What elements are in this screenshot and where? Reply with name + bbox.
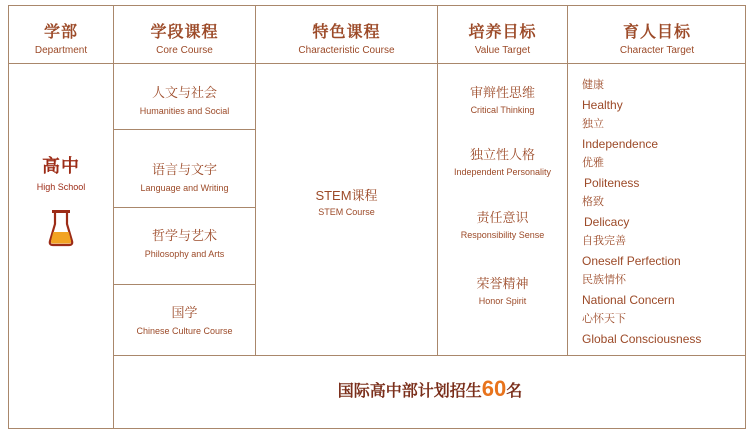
- enrollment-text: 国际高中部计划招生: [337, 383, 482, 400]
- character-target-zh: 心怀天下: [582, 313, 626, 325]
- target-name: 责任意识: [476, 210, 529, 225]
- course-name-en: Chinese Culture Course: [136, 326, 233, 336]
- course-name-en: Humanities and Social: [139, 106, 230, 116]
- course-name-en: Philosophy and Arts: [144, 249, 225, 259]
- header-sublabel: Core Course: [156, 45, 213, 56]
- flask-icon: [46, 208, 76, 248]
- row-divider: [113, 284, 255, 285]
- character-target-en: Oneself Perfection: [582, 253, 681, 268]
- value-target-item: [438, 82, 567, 115]
- target-name: 独立性人格: [469, 147, 535, 162]
- value-target-item: [438, 144, 567, 177]
- target-name-en: Responsibility Sense: [460, 230, 545, 240]
- characteristic-course-cell: [256, 185, 437, 217]
- header-value-target: [438, 5, 567, 63]
- course-name: 哲学与艺术: [151, 228, 217, 243]
- header-divider: [8, 63, 746, 64]
- course-name-en: Language and Writing: [140, 183, 229, 193]
- header-sublabel: Character Target: [619, 45, 695, 56]
- department-cell: [9, 152, 113, 248]
- character-target-en: National Concern: [582, 292, 675, 307]
- value-target-item: [438, 273, 567, 306]
- header-sublabel: Value Target: [474, 45, 531, 56]
- enrollment-unit: 名: [506, 383, 523, 400]
- row-divider: [113, 129, 255, 130]
- character-target-zh: 独立: [582, 118, 604, 130]
- target-name-en: Honor Spirit: [478, 296, 527, 306]
- character-target-zh: 格致: [582, 196, 604, 208]
- header-core-course: [114, 5, 255, 63]
- header-label: 学部: [43, 24, 78, 41]
- core-course-item: [114, 225, 255, 259]
- header-sublabel: Department: [34, 45, 88, 56]
- character-target-en: Independence: [582, 136, 659, 151]
- course-name: 国学: [171, 305, 198, 320]
- department-name-en: High School: [36, 182, 86, 192]
- header-sublabel: Characteristic Course: [298, 45, 395, 56]
- target-name: 审辩性思维: [469, 85, 535, 100]
- row-divider: [113, 207, 255, 208]
- character-target-en: Healthy: [582, 97, 623, 112]
- target-name-en: Critical Thinking: [470, 105, 535, 115]
- header-department: [9, 5, 113, 63]
- character-target-zh: 优雅: [582, 157, 604, 169]
- core-course-item: [114, 82, 255, 116]
- character-target-en: Politeness: [584, 175, 640, 190]
- value-target-item: [438, 207, 567, 240]
- enrollment-number: 60: [481, 376, 507, 401]
- target-name: 荣誉精神: [476, 276, 529, 291]
- character-target-en: Delicacy: [584, 214, 630, 229]
- character-target-zh: 民族情怀: [582, 274, 626, 286]
- character-target-zh: 健康: [582, 79, 604, 91]
- course-name-en: STEM Course: [318, 207, 375, 217]
- header-label: 育人目标: [622, 24, 691, 41]
- target-name-en: Independent Personality: [453, 167, 552, 177]
- header-label: 特色课程: [312, 24, 381, 41]
- character-target-zh: 自我完善: [582, 235, 626, 247]
- header-characteristic-course: [256, 5, 437, 63]
- course-name: 语言与文字: [151, 162, 217, 177]
- core-course-item: [114, 302, 255, 336]
- character-target-en: Global Consciousness: [582, 331, 702, 346]
- department-name: 高中: [42, 156, 80, 176]
- character-target-list: [582, 76, 742, 349]
- course-name: 人文与社会: [151, 85, 217, 100]
- header-character-target: [568, 5, 746, 63]
- core-course-item: [114, 159, 255, 193]
- header-label: 学段课程: [150, 24, 219, 41]
- enrollment-banner: [114, 356, 746, 429]
- course-name: STEM课程: [315, 188, 378, 203]
- header-label: 培养目标: [468, 24, 537, 41]
